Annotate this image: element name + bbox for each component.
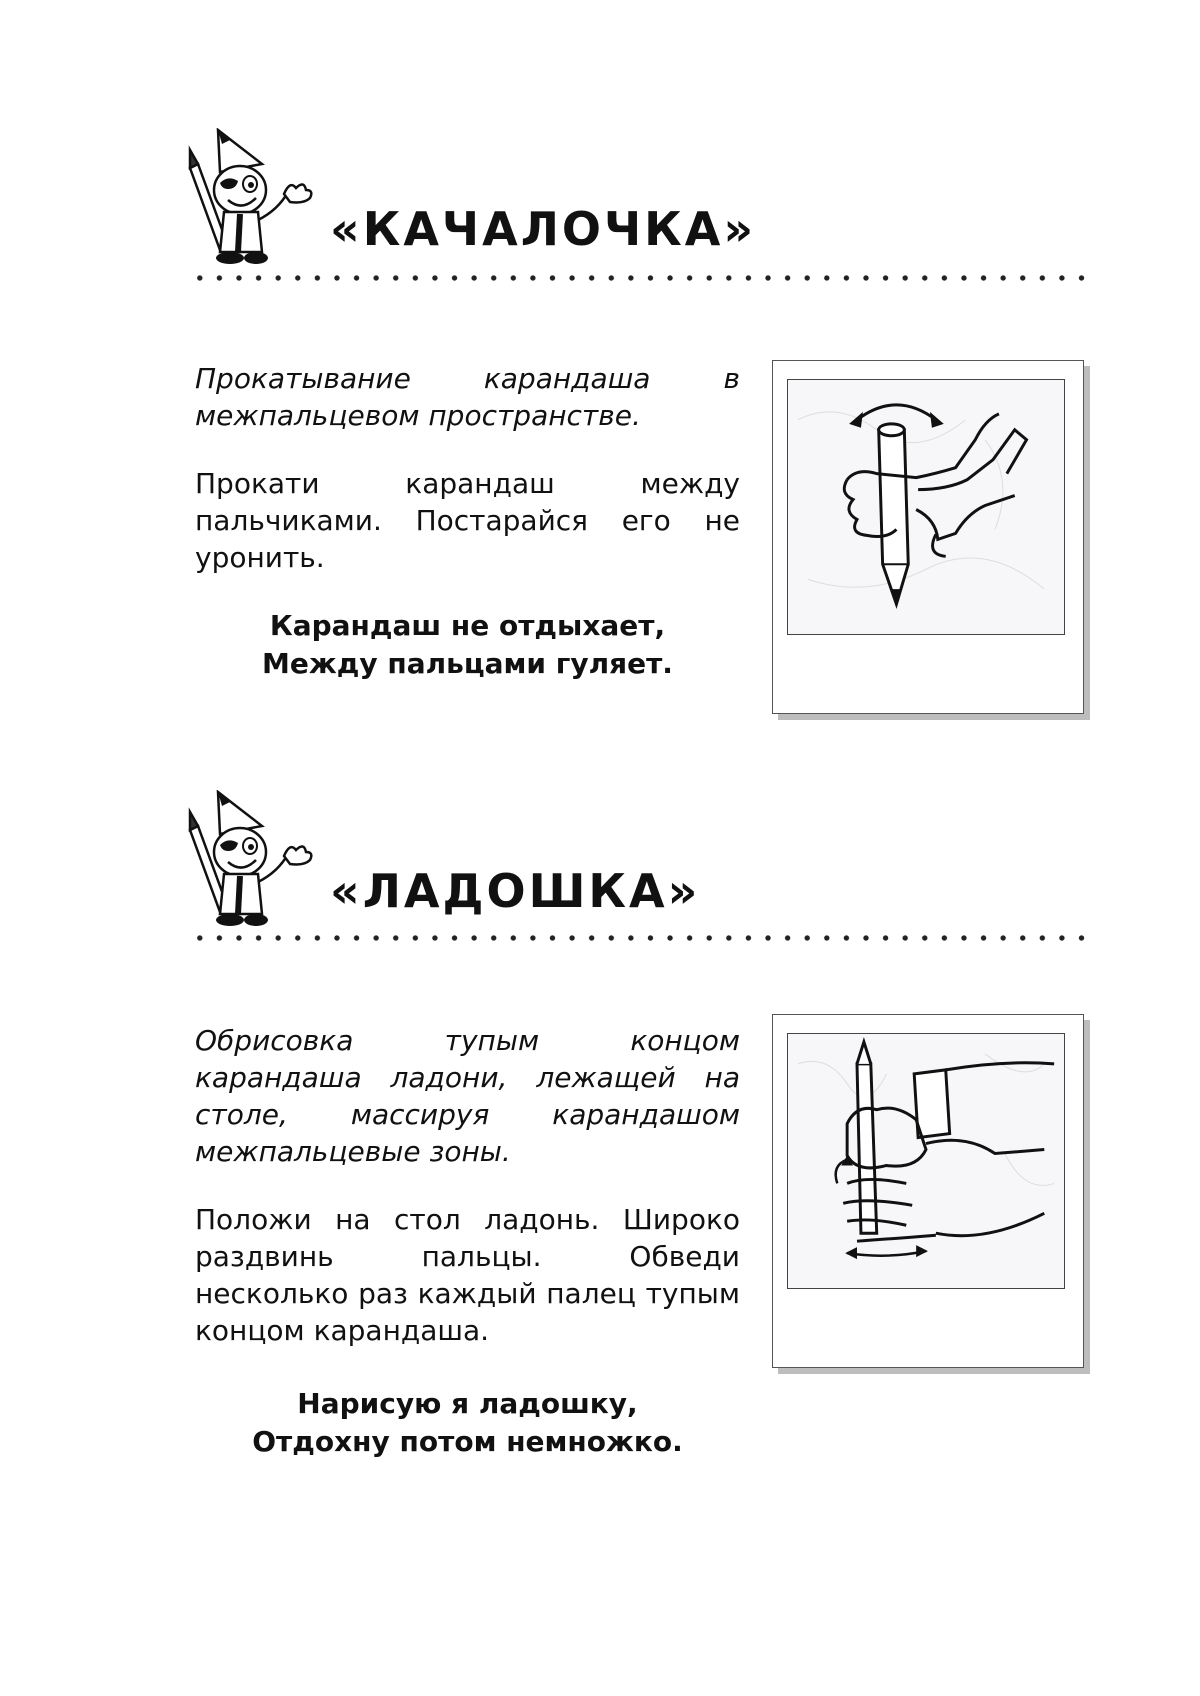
poem-line: Между пальцами гуляет. [262, 647, 673, 680]
exercise-title: «КАЧАЛОЧКА» [330, 202, 757, 256]
exercise-description: Обрисовка тупым концом карандаша ладони, лежащей на столе, массируя карандашом межпальцевые зоны. [195, 1024, 740, 1168]
hand-tracing-palm-icon [787, 1033, 1065, 1289]
poem-line: Нарисую я ладошку, [297, 1387, 638, 1420]
poem-line: Карандаш не отдыхает, [269, 609, 666, 642]
hand-rolling-pencil-icon [787, 379, 1065, 635]
exercise-instruction: Прокати карандаш между пальчиками. Постарайся его не уронить. [195, 467, 740, 574]
illustration-frame [772, 360, 1084, 714]
exercise-text [195, 1022, 740, 1461]
exercise-description: Прокатывание карандаша в межпальцевом пространстве. [195, 362, 740, 432]
poem-line: Отдохну потом немножко. [252, 1425, 683, 1458]
dotted-divider [190, 274, 1090, 282]
exercise-poem [195, 1385, 740, 1461]
dotted-divider [190, 934, 1090, 942]
illustration-frame [772, 1014, 1084, 1368]
exercise-instruction: Положи на стол ладонь. Широко раздвинь пальцы. Обведи несколько раз каждый палец тупым концом карандаша. [195, 1203, 740, 1347]
exercise-poem [195, 607, 740, 683]
pencil-boy-mascot-icon [180, 128, 315, 268]
exercise-title: «ЛАДОШКА» [330, 864, 701, 918]
pencil-boy-mascot-icon [180, 790, 315, 930]
exercise-text [195, 360, 740, 683]
